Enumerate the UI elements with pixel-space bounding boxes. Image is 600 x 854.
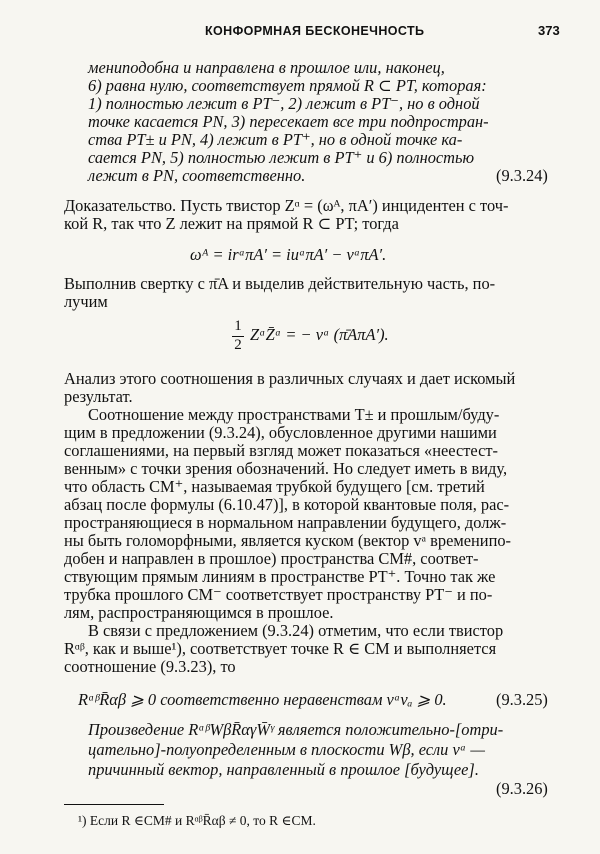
page-number: 373 [538,23,560,38]
equation-number: (9.3.24) [496,166,548,185]
body-line: Rᵅᵝ, как и выше¹), соответствует точке R ∈ CM и выполняется [64,639,497,658]
fraction-denominator: 2 [234,337,242,353]
body-line: лям, распространяющимся в прошлое. [64,603,334,622]
body-line: добен и направлен в прошлое) пространства CM#, соответ- [64,549,479,568]
proposition-line: сается PN, 5) полностью лежит в PT⁺ и 6) полностью [88,148,475,167]
body-line: соотношение (9.3.23), то [64,657,236,676]
proposition-line: точке касается PN, 3) пересекает все три подпростран- [88,112,489,131]
body-line: абзац после формулы (6.10.47)], в которой квантовые поля, рас- [64,495,510,514]
body-line: что область CM⁺, называемая трубкой будущего [см. третий [64,477,485,496]
body-line: венным» с точки зрения обозначений. Но следует иметь в виду, [64,459,508,478]
running-title: КОНФОРМНАЯ БЕСКОНЕЧНОСТЬ [205,24,425,38]
body-line: результат. [64,387,133,406]
equation-contraction: ZᵅZ̄ᵅ = − vᵃ (π̄AπA′). [250,325,389,344]
proposition-line: 1) полностью лежит в PT⁻, 2) лежит в PT⁻, но в одной [88,94,480,113]
body-line: трубка прошлого CM⁻ соответствует пространству PT⁻ и по- [64,585,493,604]
proposition-line: цательно]-полуопределенным в плоскости Wβ, если vᵃ — [88,740,485,759]
proposition-line: лежит в PN, соответственно. [88,166,306,185]
body-line: Выполнив свертку с π̄A и выделив действительную часть, по- [64,274,496,293]
body-line: щим в предложении (9.3.24), обусловленное другими нашими [64,423,497,442]
proof-line: Доказательство. Пусть твистор Zᵅ = (ωᴬ, πA′) инцидентен с точ- [64,196,509,215]
proof-line: кой R, так что Z лежит на прямой R ⊂ PT; тогда [64,214,399,233]
footnote-rule [64,804,164,805]
proposition-line: 6) равна нулю, соответствует прямой R ⊂ PT, которая: [88,76,487,95]
body-line: Анализ этого соотношения в различных случаях и дает искомый [64,369,516,388]
equation-number: (9.3.25) [496,690,548,709]
equation-omega: ωᴬ = irᵃπA′ = iuᵃπA′ − vᵃπA′. [190,245,387,264]
body-line: В связи с предложением (9.3.24) отметим, что если твистор [88,621,504,640]
body-line: ствующим прямым линиям в пространстве PT⁺. Точно так же [64,567,496,586]
equation-9-3-25: RᵅᵝR̄αβ ⩾ 0 соответственно неравенствам vᵃvₐ ⩾ 0. [78,690,447,709]
body-line: соглашениями, на первый взгляд может показаться «неестест- [64,441,498,460]
equation-number: (9.3.26) [496,779,548,798]
body-line: Соотношение между пространствами T± и прошлым/буду- [88,405,500,424]
proposition-line: ства PT± и PN, 4) лежит в PT⁺, но в одной точке ка- [88,130,463,149]
footnote: ¹) Если R ∈CM# и RᵅᵝR̄αβ ≠ 0, то R ∈CM. [78,813,316,828]
proposition-line: причинный вектор, направленный в прошлое [будущее]. [88,760,479,779]
fraction-numerator: 1 [234,318,242,334]
proposition-line: Произведение RᵅᵝWβR̄αγW̄ᵞ является положительно-[отри- [88,720,504,739]
body-line: лучим [64,292,108,311]
body-line: пространяющиеся в нормальном направлении будущего, долж- [64,513,507,532]
proposition-line: мениподобна и направлена в прошлое или, наконец, [88,58,445,77]
body-line: ны быть голоморфными, является куском (вектор vᵃ временипо- [64,531,512,550]
